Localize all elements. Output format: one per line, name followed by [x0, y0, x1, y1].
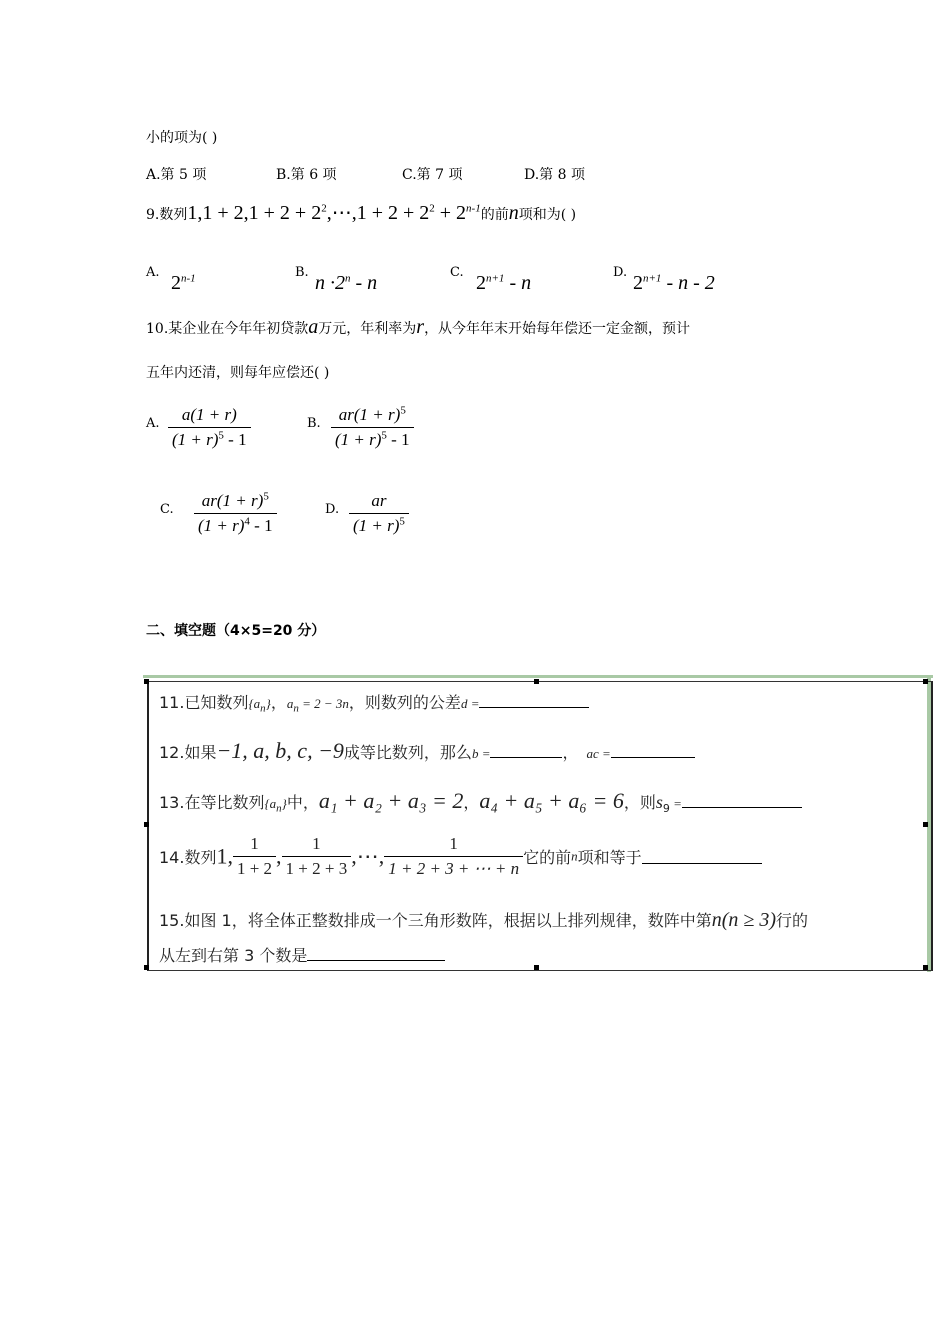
q10-option-a: $\frac{a(1 + r)}{(1 + r)^5 - 1}$ [168, 405, 251, 450]
q9-option-c: $2^{n+1}$ - n [476, 272, 532, 294]
q9-sequence: $1,1 + 2,1 + 2 + 2^2,\cdots,1 + 2 + 2^2 + 2^{n-1}$ [187, 202, 481, 224]
q10-label-b: B. [307, 416, 321, 431]
q8-option-d: D.第 8 项 [524, 167, 585, 183]
q9-option-d: $2^{n+1}$ - n - 2 [633, 272, 715, 294]
q10-option-c: $\frac{ar(1 + r)^5}{(1 + r)^4 - 1}$ [194, 491, 277, 536]
resize-handle[interactable] [923, 965, 928, 970]
q15-answer-blank[interactable] [307, 946, 445, 961]
resize-handle[interactable] [534, 965, 539, 970]
q8-tail-text: 小的项为( ) [146, 130, 218, 146]
q8-option-a: A.第 5 项 [146, 167, 207, 183]
q10-label-a: A. [146, 416, 160, 431]
resize-handle[interactable] [144, 679, 149, 684]
q9-label-d: D. [613, 265, 628, 280]
q8-option-c: C.第 7 项 [402, 167, 463, 183]
q9-label-b: B. [295, 265, 309, 280]
q9-stem: 9.数列$1,1 + 2,1 + 2 + 2^2,\cdots,1 + 2 + 2^2 + 2^{n-1}$的前n项和为( ) [146, 202, 577, 224]
q10-option-d: $\frac{ar}{(1 + r)^5}$ [349, 491, 409, 536]
q13-answer-blank[interactable] [682, 793, 802, 808]
q15-line2: 从左到右第 3 个数是 [159, 943, 445, 966]
q9-label-a: A. [146, 265, 160, 280]
q11-answer-blank[interactable] [479, 693, 589, 708]
q10-option-b: $\frac{ar(1 + r)^5}{(1 + r)^5 - 1}$ [331, 405, 414, 450]
q14-answer-blank[interactable] [642, 849, 762, 864]
q12: 12.如果−1, a, b, c, −9成等比数列，那么b = ， ac = [159, 738, 695, 764]
embedded-box-border [143, 675, 933, 678]
q9-option-a: 2$^{n-1}$ [171, 272, 196, 294]
q9-label-c: C. [450, 265, 464, 280]
q13: 13.在等比数列$\{a_n\}$中，a₁ + a₂ + a₃ = 2，a₄ + a₅ + a₆ = 6，则$s_9$ = [159, 788, 802, 814]
q15-line1: 15.如图 1，将全体正整数排成一个三角形数阵，根据以上排列规律，数阵中第n(n ≥ 3)行的 [159, 909, 809, 931]
q10-label-d: D. [325, 502, 340, 517]
q10-label-c: C. [160, 502, 174, 517]
resize-handle[interactable] [923, 822, 928, 827]
q12-b-blank[interactable] [490, 743, 562, 758]
q14: 14.数列1, $\frac{1}{1 + 2}$ , $\frac{1}{1 + 2 + 3}$ ,⋯, $\frac{1}{1 + 2 + 3 + \cdots + n}$ 它的前n项和等于 [159, 834, 762, 879]
q12-ac-blank[interactable] [611, 743, 695, 758]
q9-option-b: $n \cdot 2^n - n$ [315, 272, 378, 294]
q8-option-b: B.第 6 项 [276, 167, 337, 183]
resize-handle[interactable] [923, 679, 928, 684]
q11: 11.已知数列$\{a_n\}$，$a_n = 2 - 3n$，则数列的公差d = [159, 690, 589, 713]
resize-handle[interactable] [534, 679, 539, 684]
q10-stem-line2: 五年内还清，则每年应偿还( ) [146, 365, 330, 381]
resize-handle[interactable] [144, 822, 149, 827]
q10-stem-line1: 10.某企业在今年年初贷款a万元，年利率为r，从今年年末开始每年偿还一定金额，预计 [146, 316, 691, 338]
section-heading: 二、填空题（4×5=20 分） [146, 623, 326, 639]
resize-handle[interactable] [144, 965, 149, 970]
